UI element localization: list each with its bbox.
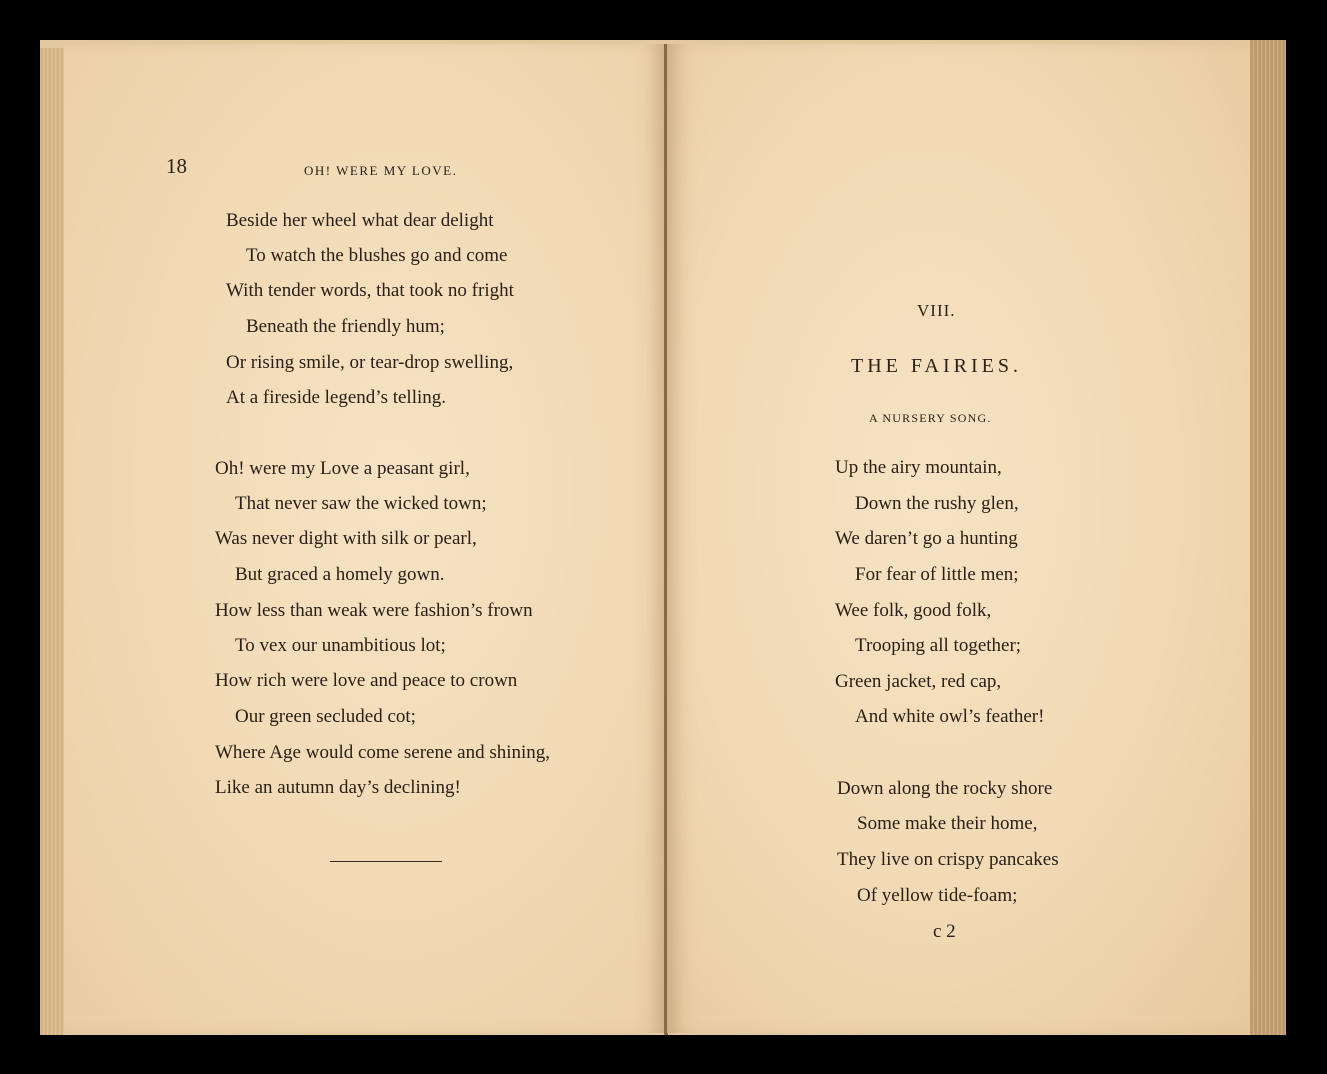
poem-line: Like an autumn day’s declining! (215, 777, 461, 798)
end-rule (330, 861, 442, 862)
page-edges-left (40, 48, 64, 1035)
poem-line: How rich were love and peace to crown (215, 670, 518, 691)
poem-line: Where Age would come serene and shining, (215, 742, 551, 763)
poem-line: Of yellow tide-foam; (857, 885, 1018, 906)
poem-line: To watch the blushes go and come (246, 245, 508, 266)
chapter-number: VIII. (917, 301, 956, 320)
poem-line: We daren’t go a hunting (835, 528, 1018, 549)
poem-line: Green jacket, red cap, (835, 671, 1002, 692)
poem-line: To vex our unambitious lot; (235, 635, 446, 656)
right-page (667, 44, 1250, 1033)
song-title: THE FAIRIES. (851, 355, 1022, 377)
song-subtitle: A NURSERY SONG. (869, 411, 992, 425)
poem-line: For fear of little men; (855, 564, 1019, 585)
page-edges-right (1250, 40, 1286, 1035)
poem-line: With tender words, that took no fright (226, 280, 514, 301)
poem-line: But graced a homely gown. (235, 564, 445, 585)
poem-line: Oh! were my Love a peasant girl, (215, 458, 470, 479)
poem-line: Wee folk, good folk, (835, 600, 992, 621)
poem-line: Some make their home, (857, 813, 1038, 834)
poem-line: Beside her wheel what dear delight (226, 210, 494, 231)
poem-line: Down along the rocky shore (837, 778, 1053, 799)
poem-line: Our green secluded cot; (235, 706, 416, 727)
poem-line: Down the rushy glen, (855, 493, 1019, 514)
poem-line: And white owl’s feather! (855, 706, 1045, 727)
poem-line: Was never dight with silk or pearl, (215, 528, 477, 549)
left-page (64, 44, 665, 1033)
open-book (40, 40, 1286, 1035)
page-number: 18 (166, 154, 187, 178)
poem-line: They live on crispy pancakes (837, 849, 1059, 870)
poem-line: Trooping all together; (855, 635, 1022, 656)
poem-line: Up the airy mountain, (835, 457, 1002, 478)
poem-line: That never saw the wicked town; (235, 493, 487, 514)
poem-line: Beneath the friendly hum; (246, 316, 445, 337)
poem-line: Or rising smile, or tear-drop swelling, (226, 352, 514, 373)
signature-mark: c 2 (933, 921, 956, 942)
poem-line: How less than weak were fashion’s frown (215, 600, 533, 621)
running-head: OH! WERE MY LOVE. (304, 163, 458, 178)
poem-line: At a fireside legend’s telling. (226, 387, 447, 408)
